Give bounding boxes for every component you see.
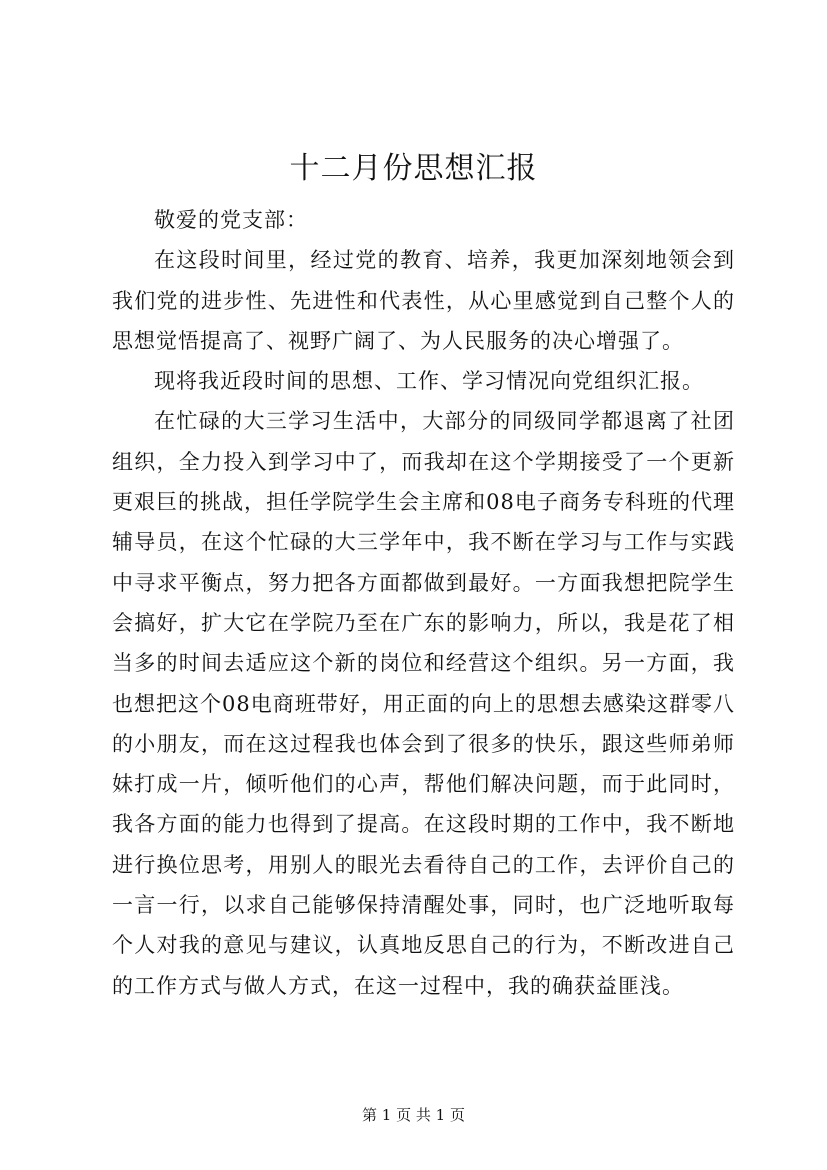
- paragraph-2: 现将我近段时间的思想、工作、学习情况向党组织汇报。: [154, 369, 704, 394]
- salutation: 敬爱的党支部：: [154, 208, 308, 232]
- document-title: 十二月份思想汇报: [289, 151, 538, 186]
- page-footer: 第 1 页 共 1 页: [362, 1106, 465, 1124]
- paragraph-1: 在这段时间里，经过党的教育、培养，我更加深刻地领会到我们党的进步性、先进性和代表性，从心里感觉到自己整个人的思想觉悟提高了、视野广阔了、为人民服务的决心增强了。: [112, 248, 735, 353]
- paragraph-3: 在忙碌的大三学习生活中，大部分的同级同学都退离了社团组织，全力投入到学习中了，而我却在这个学期接受了一个更新更艰巨的挑战，担任学院学生会主席和08电子商务专科班的代理辅导员，在这个忙碌的大三学年中，我不断在学习与工作与实践中寻求平衡点，努力把各方面都做到最好。一方面我想把院学生会搞好，扩大它在学院乃至在广东的影响力，所以，我是花了相当多的时间去适应这个新的岗位和经营这个组织。另一方面，我也想把这个08电商班带好，用正面的向上的思想去感染这群零八的小朋友，而在这过程我也体会到了很多的快乐，跟这些师弟师妹打成一片，倾听他们的心声，帮他们解决问题，而于此同时，我各方面的能力也得到了提高。在这段时期的工作中，我不断地进行换位思考，用别人的眼光去看待自己的工作，去评价自己的一言一行，以求自己能够保持清醒处事，同时，也广泛地听取每个人对我的意见与建议，认真地反思自己的行为，不断改进自己的工作方式与做人方式，在这一过程中，我的确获益匪浅。: [112, 409, 735, 998]
- document-body: [112, 200, 735, 1006]
